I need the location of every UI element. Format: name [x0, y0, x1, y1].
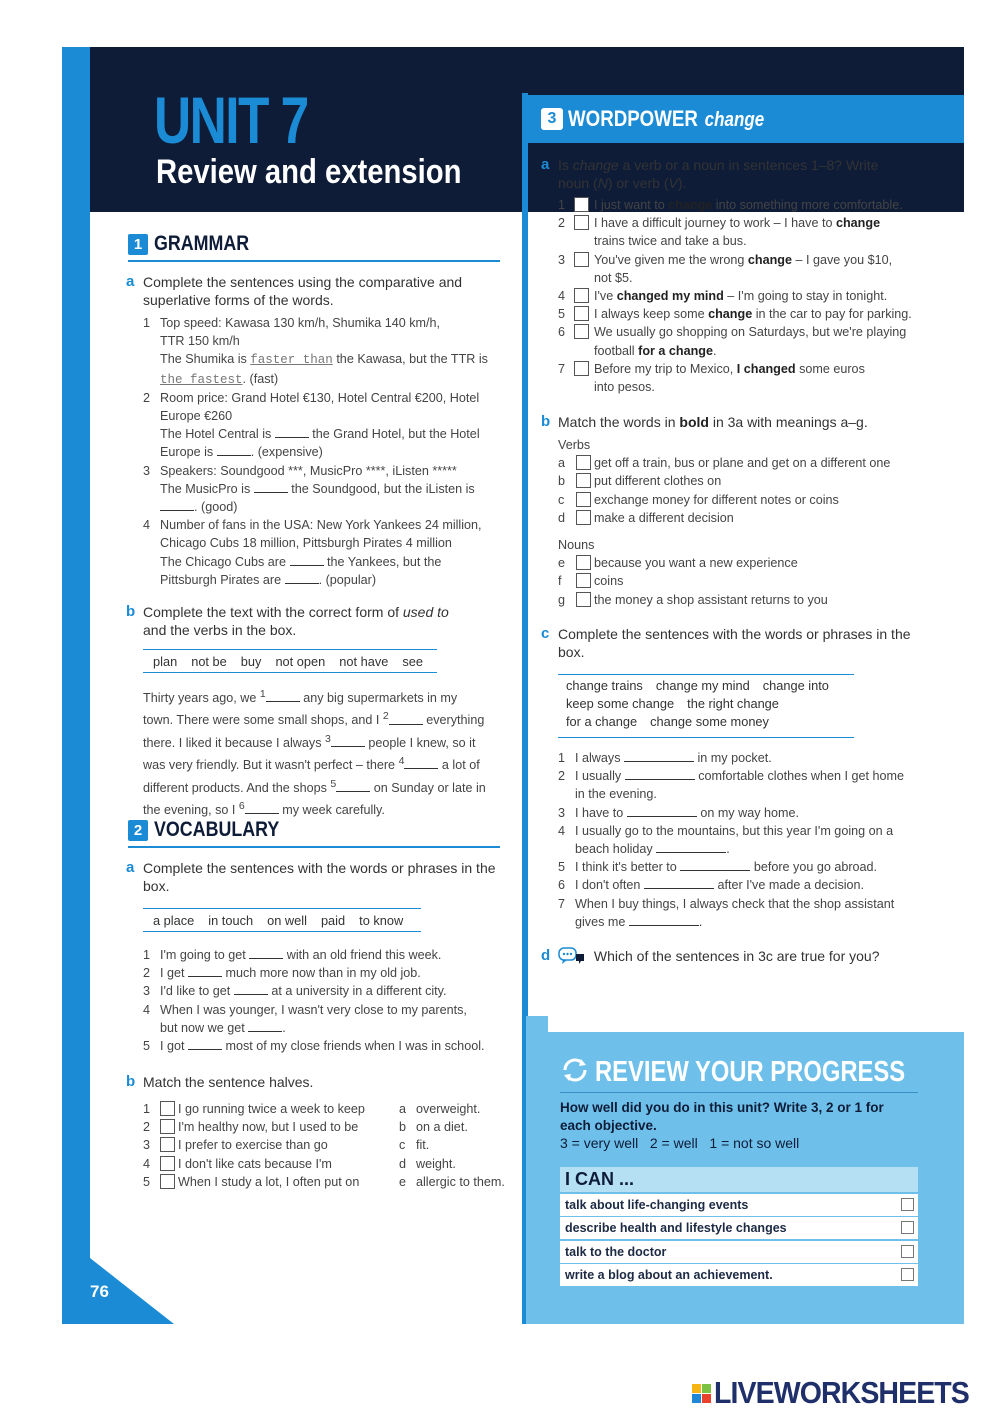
section-number: 3 [541, 108, 563, 130]
answer-blank[interactable] [644, 877, 714, 889]
i-can-heading: I CAN ... [560, 1167, 918, 1192]
answer-blank[interactable] [160, 499, 194, 511]
list-item: 1 Top speed: Kawasa 130 km/h, Shumika 140 km/h, TTR 150 km/h The Shumika is faster than the Kawasa, but the TTR is the fastest. (fast) [143, 316, 488, 387]
vocabulary-heading [128, 817, 301, 843]
wordpower-c-items: 1 I always in my pocket. 2 I usually comfortable clothes when I get home in the evening. 3 I have to on my way home. 4 I usually go to the mountains, but this year I'm going on a beach holiday . 5 I think it's better to before you go abroad. 6 I don't often after I've made a decision. 7 When I buy things, I always check that the shop assistant gives me . [558, 751, 905, 929]
answer-text[interactable]: the fastest [160, 372, 243, 387]
task-letter: d [541, 947, 551, 964]
wordpower-a-items: 1 I just want to change into something more comfortable. 2 I have a difficult journey to work – I have to change trains twice and take a bus. 3 You've given me the wrong change – I gave you $10, not $5. 4 I've changed my mind – I'm going to stay in tonight. 5 I always keep some change in the car to pay for parking. 6 We usually go shopping on Saturdays, but we're playing football for a change. 7 Before my trip to Mexico, I changed some euros into pesos. [558, 198, 912, 395]
section-title: GRAMMAR [154, 232, 250, 255]
review-scale: 3 = very well 2 = well 1 = not so well [560, 1135, 800, 1151]
corner-triangle [62, 1236, 174, 1324]
wordpower-b-meanings: Verbs a get off a train, bus or plane and get on a different one b put different clothes on c exchange money for different notes or coins d make a different decision Nouns e because you want a new experience f coins g the money a shop assistant returns to you [558, 438, 891, 607]
wordpower-task-b: b Match the words in bold in 3a with meanings a–g. [541, 413, 868, 430]
wordpower-task-c [541, 625, 928, 661]
answer-box[interactable] [574, 288, 589, 303]
logo-icon [692, 1384, 711, 1403]
list-item: 2 Room price: Grand Hotel €130, Hotel Central €200, Hotel Europe €260 The Hotel Central is the Grand Hotel, but the Hotel Europe is . (expensive) [143, 390, 480, 460]
task-instruction: Complete the sentences using the comparative and superlative forms of the words. [143, 274, 463, 308]
review-your-progress [526, 1032, 964, 1324]
section-word: change [704, 109, 765, 131]
answer-box[interactable] [576, 573, 591, 588]
grammar-task-a [126, 273, 503, 309]
answer-blank[interactable] [389, 713, 423, 725]
answer-blank[interactable] [254, 481, 288, 493]
answer-box[interactable] [576, 492, 591, 507]
answer-blank[interactable] [266, 690, 300, 702]
match-left-column: 1 I go running twice a week to keep 2 I'm healthy now, but I used to be 3 I prefer to exercise than go 4 I don't like cats because I'm 5 When I study a lot, I often put on [143, 1102, 365, 1189]
unit-title: UNIT 7 [154, 83, 308, 157]
task-letter: a [541, 156, 550, 173]
page-number: 76 [90, 1282, 109, 1301]
answer-blank[interactable] [188, 965, 222, 977]
task-letter: a [126, 859, 135, 876]
task-instruction: Match the sentence halves. [143, 1074, 314, 1090]
answer-blank[interactable] [249, 947, 283, 959]
speech-bubble-icon [558, 947, 586, 969]
list-item: 3 Speakers: Soundgood ***, MusicPro ****, iListen ***** The MusicPro is the Soundgood, but the iListen is . (good) [143, 463, 475, 515]
section-title: VOCABULARY [154, 818, 280, 841]
answer-box[interactable] [160, 1174, 175, 1189]
answer-blank[interactable] [188, 1038, 222, 1050]
logo-text: LIVEWORKSHEETS [714, 1375, 969, 1410]
answer-text[interactable]: faster than [250, 353, 333, 368]
answer-blank[interactable] [629, 914, 699, 926]
wordpower-task-a: a Is change a verb or a noun in sentences 1–8? Write noun (N) or verb (V). [541, 156, 879, 191]
answer-blank[interactable] [331, 735, 365, 747]
liveworksheets-logo [692, 1375, 991, 1411]
objective-row: write a blog about an achievement. [560, 1264, 918, 1286]
answer-box[interactable] [160, 1101, 175, 1116]
review-title: REVIEW YOUR PROGRESS [595, 1056, 906, 1088]
grammar-task-b: b Complete the text with the correct form of used to and the verbs in the box. [126, 603, 449, 638]
vocabulary-task-b [126, 1073, 503, 1091]
task-instruction: Complete the sentences with the words or phrases in the box. [558, 626, 911, 660]
answer-blank[interactable] [404, 757, 438, 769]
answer-blank[interactable] [248, 1020, 282, 1032]
section-number: 1 [128, 234, 148, 255]
objective-row: talk to the doctor [560, 1241, 918, 1263]
section-rule [128, 846, 500, 848]
list-item: 4 Number of fans in the USA: New York Yankees 24 million, Chicago Cubs 18 million, Pittsburgh Pirates 4 million The Chicago Cubs are the Yankees, but the Pittsburgh Pirates are . (popular) [143, 518, 482, 587]
grammar-a-items [143, 314, 513, 589]
answer-box[interactable] [574, 197, 589, 212]
answer-box[interactable] [160, 1137, 175, 1152]
answer-box[interactable] [576, 510, 591, 525]
answer-box[interactable] [576, 592, 591, 607]
word-box: a place in touch on well paid to know [143, 908, 421, 932]
refresh-cycle-icon [560, 1056, 590, 1089]
answer-blank[interactable] [275, 426, 309, 438]
answer-blank[interactable] [285, 572, 319, 584]
task-instruction: Complete the sentences with the words or phrases in the box. [143, 860, 496, 894]
vocabulary-a-items: 1 I'm going to get with an old friend this week. 2 I get much more now than in my old job. 3 I'd like to get at a university in a different city. 4 When I was younger, I wasn't very close to my parents, but now we get . 5 I got most of my close friends when I was in school. [143, 948, 485, 1054]
answer-box[interactable] [574, 306, 589, 321]
grammar-heading [128, 231, 266, 257]
answer-blank[interactable] [245, 802, 279, 814]
wordpower-heading [526, 95, 964, 143]
answer-box[interactable] [576, 555, 591, 570]
task-letter: b [126, 603, 136, 620]
review-question: How well did you do in this unit? Write 3, 2 or 1 for each objective. [560, 1100, 884, 1133]
section-number: 2 [128, 820, 148, 841]
match-right-column: a overweight. b on a diet. c fit. d weight. e allergic to them. [399, 1102, 505, 1189]
answer-blank[interactable] [680, 859, 750, 871]
task-letter: b [541, 413, 551, 430]
answer-blank[interactable] [290, 554, 324, 566]
answer-blank[interactable] [336, 780, 370, 792]
answer-box[interactable] [576, 455, 591, 470]
answer-box[interactable] [574, 215, 589, 230]
grammar-b-text: Thirty years ago, we $^1$ any big supermarkets in my town. There were some small shops, and I $^2$ everything there. I liked it because I always $^3$ people I knew, so it was very friendly. But it wasn't perfect – there $^4$ a lot of different products. And the shops $^5$ on Sunday or late in the evening, so I $^6$ my week carefully. [143, 688, 486, 818]
objective-checkbox[interactable] [901, 1221, 914, 1234]
objective-checkbox[interactable] [901, 1268, 914, 1281]
word-box: plan not be buy not open not have see [143, 649, 437, 673]
i-can-table [560, 1167, 918, 1286]
objective-row: talk about life-changing events [560, 1194, 918, 1216]
answer-blank[interactable] [624, 750, 694, 762]
workbook-page [62, 47, 964, 1324]
unit-subtitle: Review and extension [156, 153, 462, 191]
answer-box[interactable] [574, 252, 589, 267]
answer-box[interactable] [574, 361, 589, 376]
answer-box[interactable] [574, 324, 589, 339]
task-letter: b [126, 1073, 136, 1090]
answer-blank[interactable] [234, 983, 268, 995]
word-box: change trains change my mind change into keep some change the right change for a change change some money [558, 674, 854, 738]
answer-blank[interactable] [627, 805, 697, 817]
section-rule [128, 260, 500, 262]
objective-row: describe health and lifestyle changes [560, 1217, 918, 1239]
answer-box[interactable] [160, 1119, 175, 1134]
answer-box[interactable] [160, 1156, 175, 1171]
section-title: WORDPOWER [568, 106, 698, 131]
answer-blank[interactable] [625, 768, 695, 780]
left-blue-strip [62, 47, 90, 1324]
objective-checkbox[interactable] [901, 1198, 914, 1211]
answer-blank[interactable] [217, 444, 251, 456]
task-letter: a [126, 273, 135, 290]
objective-checkbox[interactable] [901, 1245, 914, 1258]
wordpower-task-d: d Which of the sentences in 3c are true for you? [558, 947, 928, 969]
answer-box[interactable] [576, 473, 591, 488]
task-letter: c [541, 625, 550, 642]
vocabulary-task-a [126, 859, 503, 895]
answer-blank[interactable] [656, 841, 726, 853]
